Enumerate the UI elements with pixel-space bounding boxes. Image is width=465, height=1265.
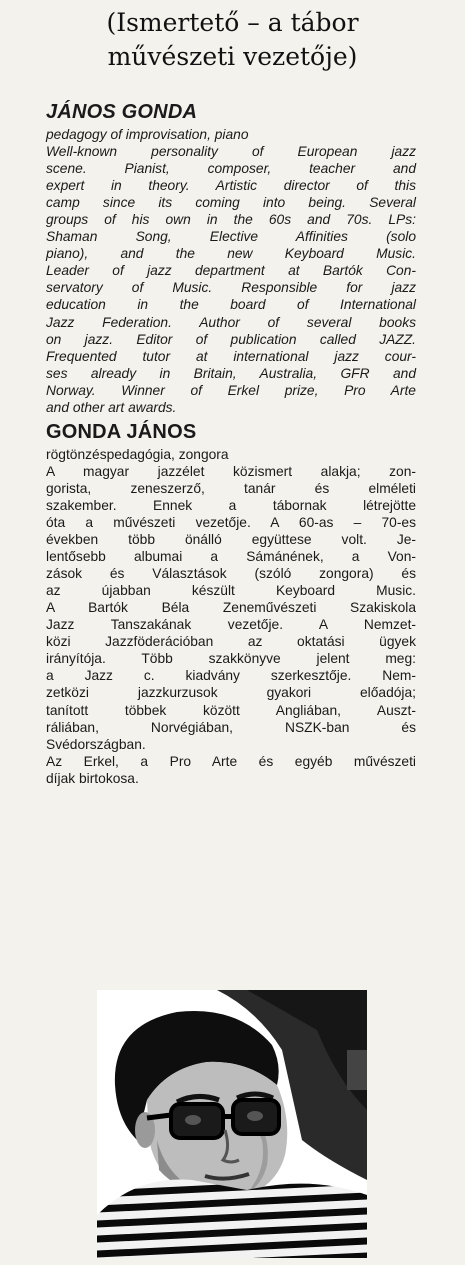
bio-line: közi Jazzföderációban az oktatási ügyek xyxy=(46,634,416,650)
bio-line: and other art awards. xyxy=(46,399,177,415)
bio-line: Svédországban. xyxy=(46,736,146,752)
bio-line: Well-known personality of European jazz xyxy=(46,144,416,160)
bio-line: tanított többek között Angliában, Auszt- xyxy=(46,702,416,718)
bio-line: education in the board of International xyxy=(46,297,416,313)
bio-line: szakember. Ennek a tábornak létrejötte xyxy=(46,497,416,513)
bio-line: rögtönzéspedagógia, zongora xyxy=(46,446,229,462)
english-bio-text xyxy=(46,126,416,416)
bio-line: camp since its coming into being. Several xyxy=(46,195,416,211)
bio-line: A Bartók Béla Zeneművészeti Szakiskola xyxy=(46,600,416,616)
bio-line: irányítója. Több szakkönyve jelent meg: xyxy=(46,651,416,667)
bio-line: zetközi jazzkurzusok gyakori előadója; xyxy=(46,685,416,701)
bio-article xyxy=(46,100,416,787)
bio-line: on jazz. Editor of publication called JAZZ. xyxy=(46,331,416,347)
bio-line: Leader of jazz department at Bartók Con- xyxy=(46,263,416,279)
bio-line: ses already in Britain, Australia, GFR and xyxy=(46,365,416,381)
bio-line: Frequented tutor at international jazz cour- xyxy=(46,348,416,364)
bio-line: a Jazz c. kiadvány szerkesztője. Nem- xyxy=(46,668,416,684)
bio-line: lentősebb albumai a Sámánének, a Von- xyxy=(46,549,416,565)
bio-line: gorista, zeneszerző, tanár és elméleti xyxy=(46,480,416,496)
portrait-photo xyxy=(97,990,367,1258)
bio-line: zások és Választások (szóló zongora) és xyxy=(46,566,416,582)
bio-line: Jazz Federation. Author of several books xyxy=(46,314,416,330)
hungarian-name-heading: GONDA JÁNOS xyxy=(46,420,197,443)
bio-line: A magyar jazzélet közismert alakja; zon- xyxy=(46,463,416,479)
bio-line: óta a művészeti vezetője. A 60-as – 70-es xyxy=(46,514,416,530)
bio-line: az újabban készült Keyboard Music. xyxy=(46,583,416,599)
bio-line: expert in theory. Artistic director of this xyxy=(46,178,416,194)
bio-line: groups of his own in the 60s and 70s. LPs: xyxy=(46,212,416,228)
hungarian-bio-text xyxy=(46,446,416,787)
english-name-heading: JÁNOS GONDA xyxy=(46,101,198,123)
bio-line: években több önálló együttese volt. Je- xyxy=(46,532,416,548)
bio-line: díjak birtokosa. xyxy=(46,770,139,786)
bio-line: pedagogy of improvisation, piano xyxy=(46,127,249,142)
bio-line: Norway. Winner of Erkel prize, Pro Arte xyxy=(46,382,416,398)
bio-line: ráliában, Norvégiában, NSZK-ban és xyxy=(46,719,416,735)
bio-line: Shaman Song, Elective Affinities (solo xyxy=(46,229,416,245)
bio-line: Az Erkel, a Pro Arte és egyéb művészeti xyxy=(46,753,416,769)
bio-line: servatory of Music. Responsible for jazz xyxy=(46,280,416,296)
bio-line: Jazz Tanszakának vezetője. A Nemzet- xyxy=(46,617,416,633)
page-heading xyxy=(0,6,465,74)
heading-line-1: (Ismertető – a tábor xyxy=(106,8,359,37)
bio-line: scene. Pianist, composer, teacher and xyxy=(46,161,416,177)
bio-line: piano), and the new Keyboard Music. xyxy=(46,246,416,262)
heading-line-2: művészeti vezetője) xyxy=(107,42,358,71)
